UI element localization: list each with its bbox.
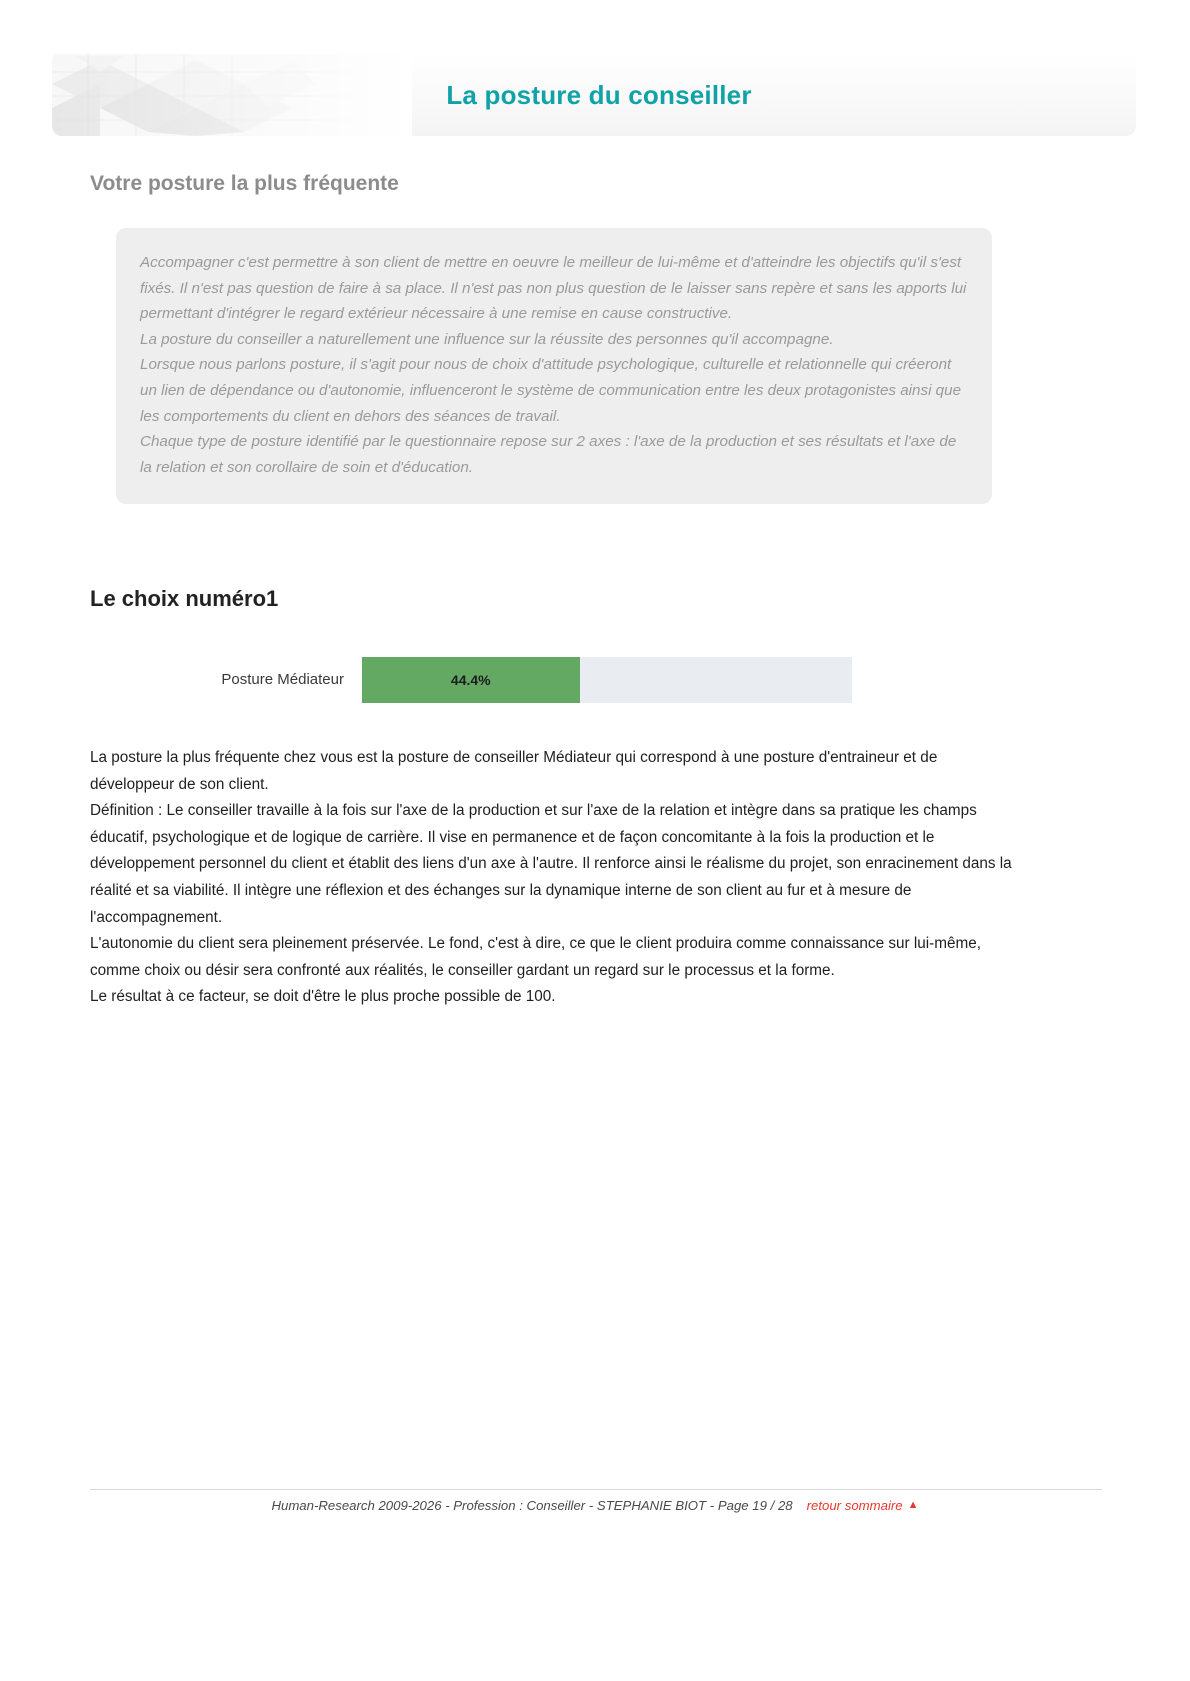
bar-track [362,657,852,703]
footer-credit-text: Human-Research 2009-2026 - Profession : Conseiller - STEPHANIE BIOT - Page 19 / 28 [271,1498,793,1513]
page-header-banner [52,54,1136,136]
posture-description [90,745,1016,1011]
body-paragraph: L'autonomie du client sera pleinement préservée. Le fond, c'est à dire, ce que le client produira comme connaissance sur lui-même, comme choix ou désir sera confronté aux réalités, le conseiller gardant un regard sur le processus et la forme. [90,935,986,979]
section-heading-frequent-posture: Votre posture la plus fréquente [90,172,399,195]
back-to-summary-link[interactable] [807,1498,919,1513]
bar-category-label: Posture Médiateur [221,671,344,688]
footer-divider [90,1489,1102,1490]
bar-fill [362,657,580,703]
quote-paragraph: Lorsque nous parlons posture, il s'agit pour nous de choix d'attitude psychologique, culturelle et relationnelle qui créeront un lien de dépendance ou d'autonomie, influenceront le système de communication entre les deux protagonistes ainsi que les comportements du client en dehors des séances de travail. [140,356,966,425]
page-footer [0,1498,1190,1513]
banner-geometric-pattern [52,54,412,136]
page-title: La posture du conseiller [446,79,752,110]
bar-value-label: 44.4% [450,672,491,688]
quote-paragraph: La posture du conseiller a naturellement une influence sur la réussite des personnes qu'il accompagne. [140,330,834,348]
body-paragraph: La posture la plus fréquente chez vous est la posture de conseiller Médiateur qui correspond à une posture d'entraineur et de développeur de son client. [90,749,942,793]
up-arrow-icon: ▲ [907,1499,919,1511]
body-paragraph: Définition : Le conseiller travaille à la fois sur l'axe de la production et sur l'axe de la relation et intègre dans sa pratique les champs éducatif, psychologique et de logique de carrière. Il vise en permanence et de façon concomitante à la fois la production et le développement personnel du client et établit des liens d'un axe à l'autre. Il renforce ainsi le réalisme du projet, son enracinement dans la réalité et sa viabilité. Il intègre une réflexion et des échanges sur la dynamique interne de son client au fur et à mesure de l'accompagnement. [90,802,1016,926]
posture-score-bar-chart [90,652,852,708]
intro-quote-panel [116,228,992,504]
quote-paragraph: Chaque type de posture identifié par le questionnaire repose sur 2 axes : l'axe de la production et ses résultats et l'axe de la relation et son corollaire de soin et d'éducation. [140,433,961,476]
quote-paragraph: Accompagner c'est permettre à son client de mettre en oeuvre le meilleur de lui-même et d'atteindre les objectifs qu'il s'est fixés. Il n'est pas question de faire à sa place. Il n'est pas non plus question de le laisser sans repère et sans les apports lui permettant d'intégrer le regard extérieur nécessaire à une remise en cause constructive. [140,254,971,323]
body-paragraph: Le résultat à ce facteur, se doit d'être le plus proche possible de 100. [90,988,556,1006]
back-to-summary-label: retour sommaire [806,1498,903,1513]
choice-heading: Le choix numéro1 [90,586,279,611]
